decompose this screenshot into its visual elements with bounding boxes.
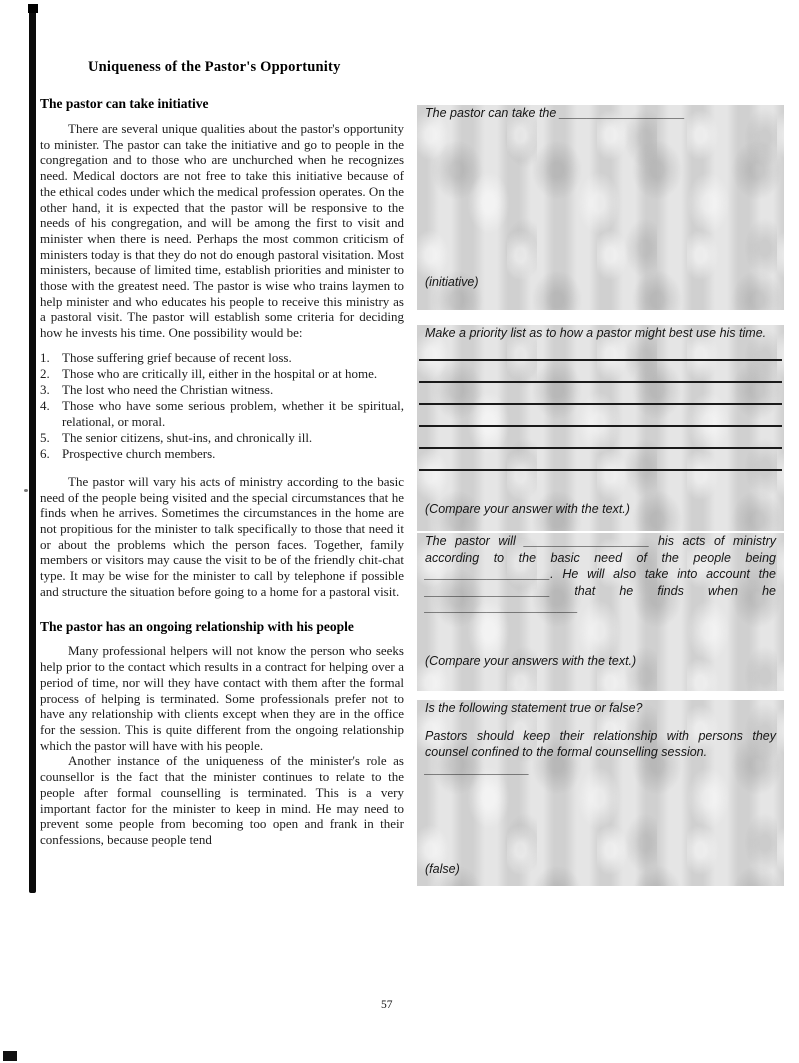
exercise-question: Is the following statement true or false? [425,701,643,715]
answer-line [419,359,782,361]
list-item-text: Those suffering grief because of recent loss. [62,349,292,365]
paragraph-relationship-1: Many professional helpers will not know the person who seeks help prior to the contact which results in a contract for helping over a period of time, nor will they have contact with them after the formal process of helping is terminated. Some professionals prefer not to have any relationship with clients except when they are in the office for the session. This is quite different from the ongoing relationship which the pastor will have with his people. [40,643,404,753]
list-item-number: 1. [40,349,50,365]
answer-line [419,381,782,383]
list-item-number: 2. [40,365,50,381]
exercise-caption: (Compare your answer with the text.) [425,501,630,516]
exercise-prompt: The pastor can take the __________________ [425,106,685,120]
main-text-column [40,59,404,848]
page-title: Uniqueness of the Pastor's Opportunity [88,59,341,75]
list-item [40,366,404,382]
list-item [40,382,404,398]
list-item-text: The senior citizens, shut-ins, and chronically ill. [62,429,313,445]
scan-artifact-bar-tip [28,4,38,13]
list-item-number: 3. [40,381,50,397]
scan-artifact-dot [24,489,28,492]
list-item-number: 4. [40,397,50,413]
exercise-box-priority-list [417,325,784,531]
list-item [40,446,404,462]
exercise-prompt: Make a priority list as to how a pastor might best use his time. [425,326,767,340]
section-heading-relationship: The pastor has an ongoing relationship with his people [40,619,354,635]
exercise-answer: (initiative) [425,274,479,289]
page-number: 57 [381,999,393,1011]
exercise-box-initiative [417,105,784,310]
list-item [40,350,404,366]
priority-list [40,350,404,462]
answer-line [419,425,782,427]
exercise-statement: Pastors should keep their relationship with persons they counsel confined to the formal counselling session. [425,728,776,759]
exercise-caption: (Compare your answers with the text.) [425,653,637,668]
list-item-number: 5. [40,429,50,445]
answer-line [419,403,782,405]
list-item-text: Those who have some serious problem, whether it be spiritual, relational, or moral. [62,397,404,429]
section-heading-initiative: The pastor can take initiative [40,96,209,111]
answer-line [419,469,782,471]
paragraph-relationship-2: Another instance of the uniqueness of the minister's role as counsellor is the fact that the minister continues to relate to the people after formal counselling is terminated. This is a very important factor for the minister to keep in mind. He may need to prevent some people from becoming too open and frank in their confessions, because people tend [40,753,404,847]
list-item-text: Those who are critically ill, either in the hospital or at home. [62,365,378,381]
exercise-blank-line: _______________ [425,761,530,776]
exercise-prompt: The pastor will __________________ his acts of ministry according to the basic need of the people being __________________. He will also take into account the __________________ that he finds when he ______________________ [425,534,776,614]
paragraph-initiative-2: The pastor will vary his acts of ministry according to the basic need of the people being visited and the special circumstances that he finds when he arrives. Sometimes the circumstances in the home are not propitious for the minister to talk specifically to those that need it or about the problems which the person faces. Together, family members or visitors may cause the visit to be of the friendly chit-chat type. It may be wise for the minister to call by telephone if possible and structure the situation before going to a home for a pastoral visit. [40,473,404,599]
list-item [40,430,404,446]
answer-lines [419,359,782,471]
scan-artifact-binding-bar [29,5,36,893]
paragraph-initiative-1: There are several unique qualities about the pastor's opportunity to minister. The pastor can take the initiative and go to people in the congregation and to those who are unchurched when he recognizes need. Medical doctors are not free to take this initiative because of the ethical codes under which the medical profession operates. On the other hand, it is expected that the pastor will be responsive to the needs of his congregation, and will be among the first to visit and minister when there is need. Perhaps the most common criticism of ministers today is that they do not do enough pastoral visitation. Most ministers, because of limited time, establish priorities and minister to those with the greatest need. The pastor is wise who trains laymen to help minister and who educates his people to receive this ministry as a pastoral visit. The pastor will establish some criteria for deciding how he invests his time. One possibility would be: [40,121,404,341]
list-item [40,398,404,430]
answer-line [419,447,782,449]
list-item-number: 6. [40,445,50,461]
exercise-answer: (false) [425,861,460,876]
exercise-box-fill-blanks [417,533,784,691]
scan-artifact-corner-mark [3,1051,17,1061]
list-item-text: The lost who need the Christian witness. [62,381,274,397]
list-item-text: Prospective church members. [62,445,216,461]
exercise-box-true-false [417,700,784,886]
